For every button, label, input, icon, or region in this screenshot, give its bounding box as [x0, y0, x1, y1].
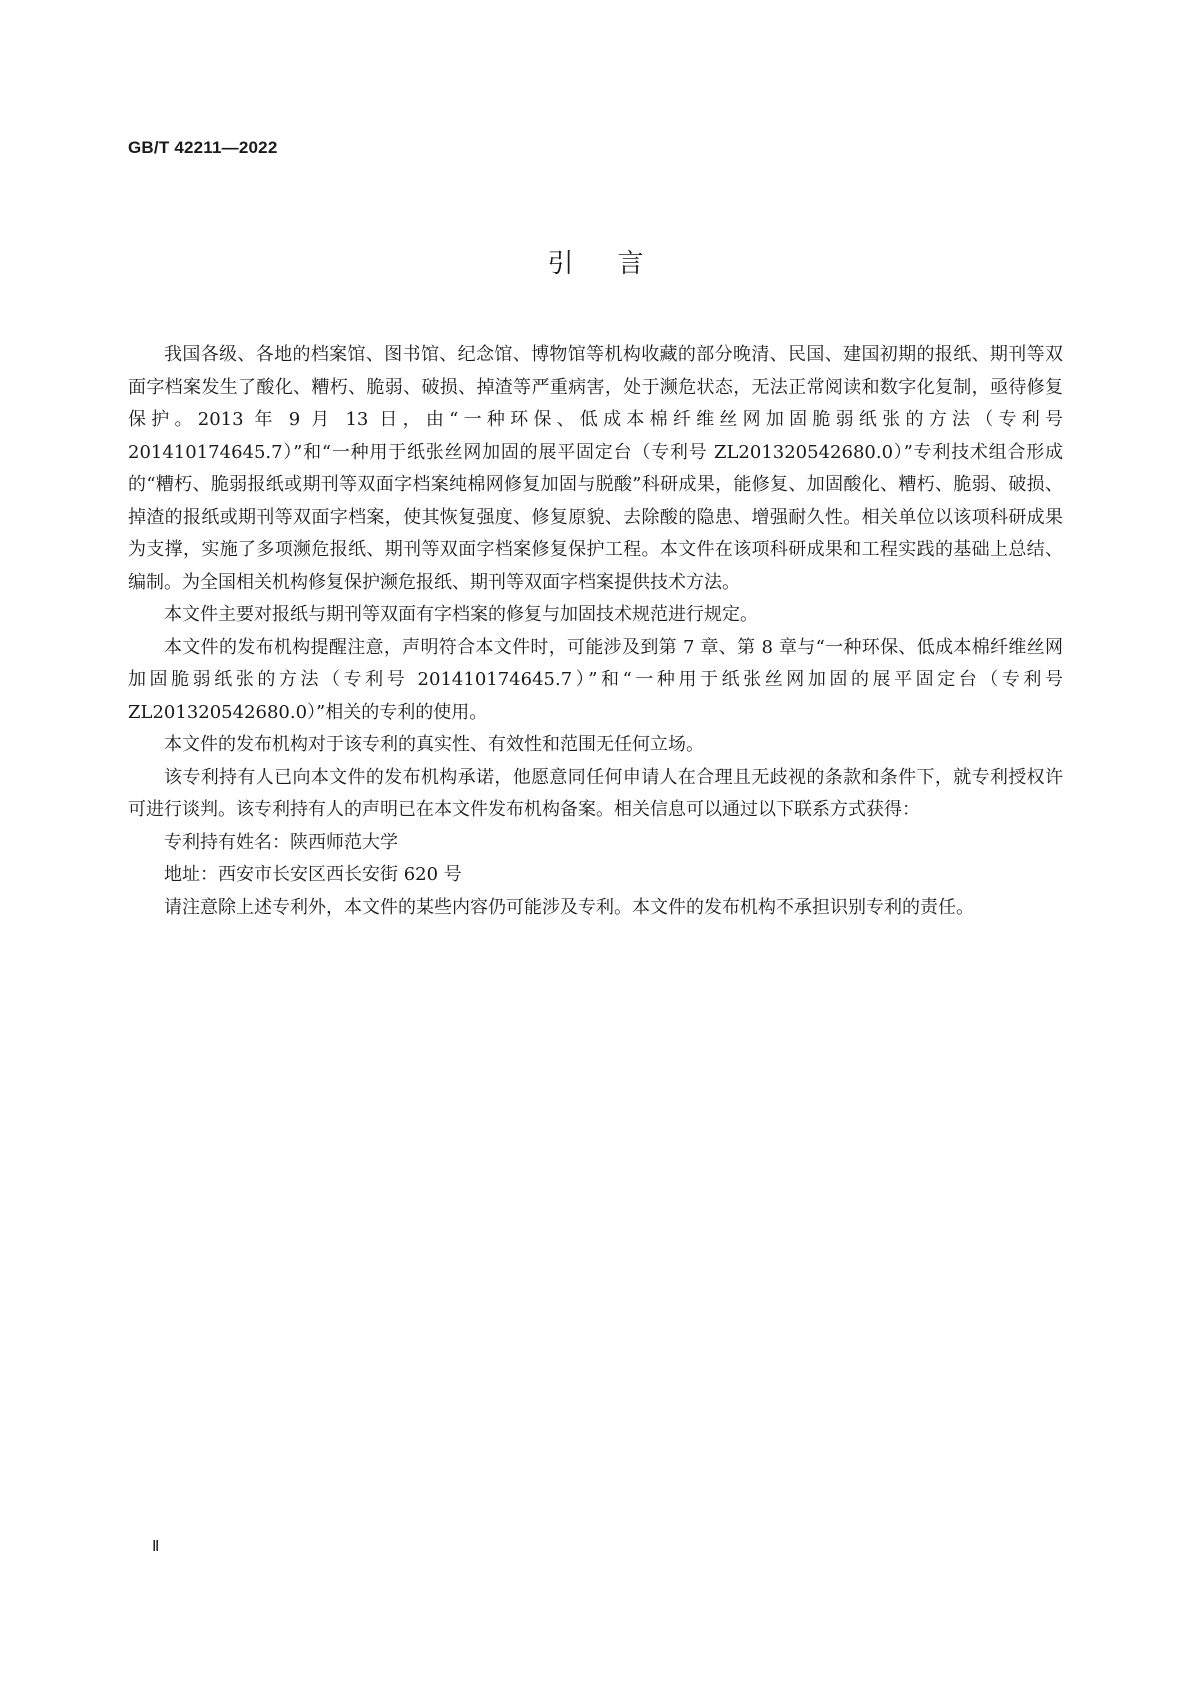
introduction-body	[128, 339, 1063, 924]
page-number: Ⅱ	[152, 1537, 160, 1555]
paragraph-scope: 本文件主要对报纸与期刊等双面有字档案的修复与加固技术规范进行规定。	[164, 604, 758, 625]
paragraph-disclaimer: 请注意除上述专利外，本文件的某些内容仍可能涉及专利。本文件的发布机构不承担识别专利的责任。	[164, 896, 974, 918]
standard-code: GB/T 42211—2022	[128, 138, 278, 157]
paragraph-address: 地址：西安市长安区西长安街 620 号	[164, 864, 462, 885]
paragraph-patent-commitment: 该专利持有人已向本文件的发布机构承诺，他愿意同任何申请人在合理且无歧视的条款和条件下，就专利授权许可进行谈判。该专利持有人的声明已在本文件发布机构备案。相关信息可以通过以下联系方式获得：	[128, 766, 1063, 820]
paragraph-patent-holder: 专利持有姓名：陕西师范大学	[164, 831, 398, 853]
page-title: 引言	[547, 249, 688, 279]
paragraph-background: 我国各级、各地的档案馆、图书馆、纪念馆、博物馆等机构收藏的部分晚清、民国、建国初期的报纸、期刊等双面字档案发生了酸化、糟朽、脆弱、破损、掉渣等严重病害，处于濒危状态，无法正常阅读和数字化复制，亟待修复保护。2013 年 9 月 13 日，由“一种环保、低成本棉纤维丝网加固脆弱纸张的方法（专利号 201410174645.7）”和“一种用于纸张丝网加固的展平固定台（专利号 ZL201320542680.0）”专利技术组合形成的“糟朽、脆弱报纸或期刊等双面字档案纯棉网修复加固与脱酸”科研成果，能修复、加固酸化、糟朽、脆弱、破损、掉渣的报纸或期刊等双面字档案，使其恢复强度、修复原貌、去除酸的隐患、增强耐久性。相关单位以该项科研成果为支撑，实施了多项濒危报纸、期刊等双面字档案修复保护工程。本文件在该项科研成果和工程实践的基础上总结、编制。为全国相关机构修复保护濒危报纸、期刊等双面字档案提供技术方法。	[128, 344, 1063, 593]
paragraph-patent-position: 本文件的发布机构对于该专利的真实性、有效性和范围无任何立场。	[164, 734, 704, 755]
paragraph-patent-notice: 本文件的发布机构提醒注意，声明符合本文件时，可能涉及到第 7 章、第 8 章与“一种环保、低成本棉纤维丝网加固脆弱纸张的方法（专利号 201410174645.7）”和“一种用于纸张丝网加固的展平固定台（专利号 ZL201320542680.0）”相关的专利的使用。	[128, 636, 1063, 723]
